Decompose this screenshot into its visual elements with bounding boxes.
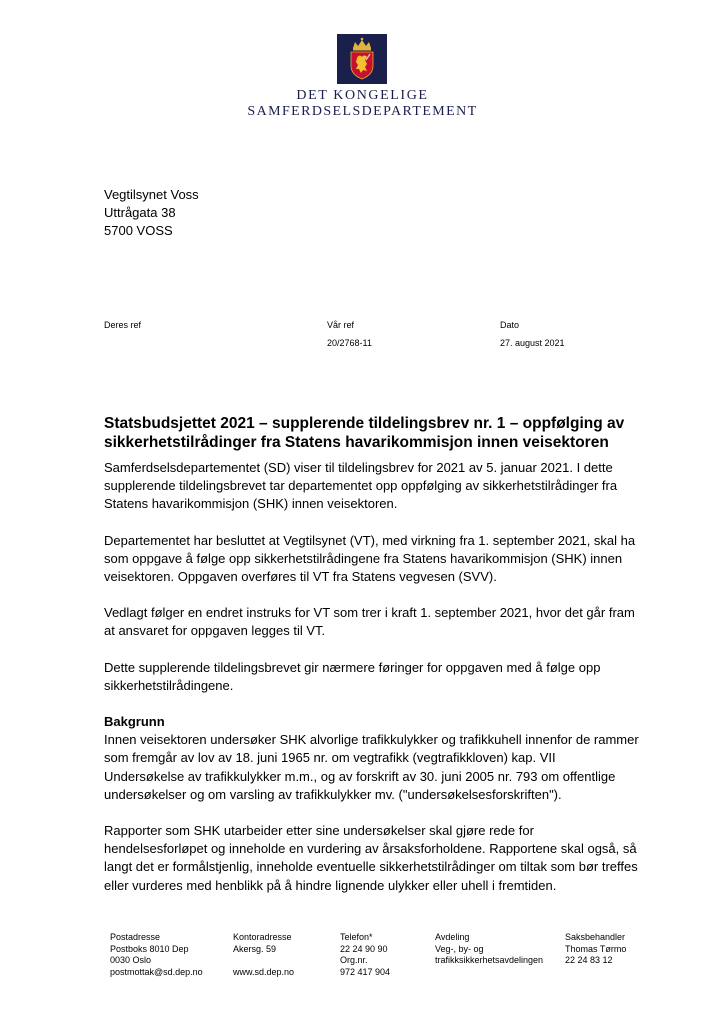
paragraph-background: [104, 731, 664, 804]
recipient-name: Vegtilsynet Voss: [104, 187, 199, 202]
paragraph-guidance: [104, 659, 664, 695]
footer-value: Postboks 8010 Dep: [110, 943, 189, 954]
var-ref-label: Vår ref: [327, 320, 355, 330]
recipient-city: 5700 VOSS: [104, 223, 173, 238]
paragraph-line: Undersøkelse av trafikkulykker m.m., og av forskrift av 30. juni 2005 nr. 793 om offentlige: [104, 768, 616, 784]
footer-value: Akersg. 59: [233, 943, 277, 954]
footer-avdeling: [435, 932, 543, 967]
paragraph-intro: [104, 459, 664, 514]
subject-line: sikkerhetstilrådinger fra Statens havarikommisjon innen veisektoren: [104, 434, 609, 451]
deres-ref-label: Deres ref: [104, 320, 142, 330]
footer-value: 22 24 90 90: [340, 943, 388, 954]
paragraph-line: eller vurderes med henblikk på å hindre lignende ulykker eller uhell i fremtiden.: [104, 877, 557, 893]
footer-saksbehandler: [565, 932, 626, 967]
paragraph-line: undersøkelser og om varsling av trafikkulykker mv. ("undersøkelsesforskriften").: [104, 786, 562, 802]
subject-line: Statsbudsjettet 2021 – supplerende tildelingsbrev nr. 1 – oppfølging av: [104, 415, 625, 432]
paragraph-line: Departementet har besluttet at Vegtilsynet (VT), med virkning fra 1. september 2021, skal ha: [104, 532, 636, 548]
footer-telefon: [340, 932, 390, 978]
paragraph-line: sikkerhetstilrådingene.: [104, 677, 234, 693]
paragraph-line: som fremgår av lov av 18. juni 1965 nr. om vegtrafikk (vegtrafikkloven) kap. VII: [104, 750, 556, 766]
paragraph-reports: [104, 822, 664, 895]
footer-label: Avdeling: [435, 932, 470, 942]
paragraph-line: Statens havarikommisjon (SHK) innen veisektoren.: [104, 496, 398, 512]
section-heading-bakgrunn: Bakgrunn: [104, 714, 165, 730]
var-ref-value: 20/2768-11: [327, 338, 372, 348]
paragraph-line: Vedlagt følger en endret instruks for VT som trer i kraft 1. september 2021, hvor det går fram: [104, 605, 635, 621]
footer-value: trafikksikkerhetsavdelingen: [435, 955, 544, 965]
footer-label: Postadresse: [110, 932, 161, 942]
footer-website: www.sd.dep.no: [233, 966, 295, 977]
footer-value: Veg-, by- og: [435, 943, 484, 954]
footer-postadresse: [110, 932, 203, 978]
ministry-name-line-2: SAMFERDSELSDEPARTEMENT: [247, 104, 478, 119]
paragraph-line: Samferdselsdepartementet (SD) viser til tildelingsbrev for 2021 av 5. januar 2021. I dette: [104, 460, 613, 475]
paragraph-line: veisektoren. Oppgaven overføres til VT fra Statens vegvesen (SVV).: [104, 569, 497, 585]
dato-label: Dato: [500, 320, 520, 330]
paragraph-decision: [104, 532, 664, 587]
footer-label: Saksbehandler: [565, 932, 626, 942]
paragraph-line: at ansvaret for oppgaven legges til VT.: [104, 623, 326, 639]
footer-label: Org.nr.: [340, 955, 368, 965]
footer-email: postmottak@sd.dep.no: [110, 966, 203, 977]
footer-label: Kontoradresse: [233, 932, 292, 942]
footer-value: 22 24 83 12: [565, 955, 613, 965]
paragraph-line: som oppgave å følge opp sikkerhetstilrådingene fra Statens havarikommisjon (SHK) innen: [104, 550, 623, 566]
footer-value: 0030 Oslo: [110, 955, 152, 965]
footer-value: Thomas Tørmo: [565, 943, 627, 954]
paragraph-line: langt det er formålstjenlig, inneholde eventuelle sikkerhetstilrådinger om tiltak som bør treffes: [104, 859, 638, 875]
dato-value: 27. august 2021: [500, 338, 565, 348]
footer-kontoradresse: [233, 932, 294, 978]
recipient-street: Uttrågata 38: [104, 205, 176, 220]
paragraph-attachment: [104, 604, 664, 640]
paragraph-line: Dette supplerende tildelingsbrevet gir nærmere føringer for oppgaven med å følge opp: [104, 659, 601, 675]
footer-value: 972 417 904: [340, 966, 391, 977]
paragraph-line: supplerende tildelingsbrevet tar departementet opp oppfølging av sikkerhetstilrådinger fra: [104, 478, 618, 494]
recipient-address: [104, 186, 199, 240]
paragraph-line: Innen veisektoren undersøker SHK alvorlige trafikkulykker og trafikkuhell innenfor de rammer: [104, 732, 639, 748]
ministry-name-line-1: DET KONGELIGE: [296, 88, 429, 103]
footer-label: Telefon*: [340, 932, 373, 942]
coat-of-arms-logo: [337, 34, 387, 84]
subject-heading: [104, 414, 664, 452]
letter-body: [104, 414, 664, 895]
paragraph-line: Rapporter som SHK utarbeider etter sine undersøkelser skal gjøre rede for: [104, 823, 534, 839]
paragraph-line: hendelsesforløpet og inneholde en vurdering av årsaksforholdene. Rapportene skal også, så: [104, 841, 637, 857]
